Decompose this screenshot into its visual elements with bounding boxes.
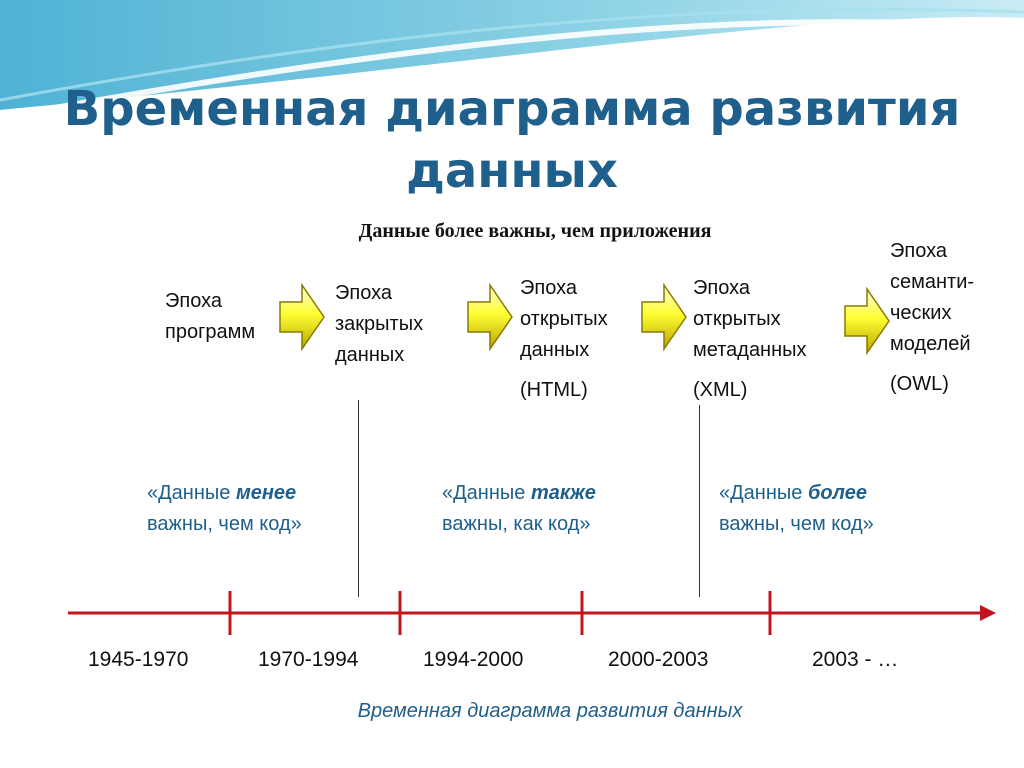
- quote-emphasis: также: [530, 482, 596, 504]
- quote-line-2: важны, чем код»: [719, 513, 874, 535]
- epoch-line: ческих: [890, 302, 952, 324]
- quote-line-1: [147, 478, 302, 509]
- epoch-semantic-models: [890, 236, 974, 400]
- epoch-technology: (OWL): [890, 373, 949, 395]
- page-title: Временная диаграмма развития данных: [63, 81, 961, 199]
- epoch-line: закрытых: [335, 313, 424, 335]
- subtitle: Данные более важны, чем приложения: [358, 220, 712, 242]
- epoch-line: Эпоха: [520, 277, 578, 299]
- epoch-technology: (HTML): [520, 379, 588, 401]
- era-divider-line: [699, 405, 700, 597]
- quote-prefix: «Данные: [719, 482, 808, 504]
- quote-line-2: важны, чем код»: [147, 513, 302, 535]
- quote-line-1: [719, 478, 874, 509]
- quote-prefix: «Данные: [442, 482, 531, 504]
- epoch-line: программ: [165, 321, 256, 343]
- epoch-line: данных: [520, 339, 590, 361]
- quote-less-important: [147, 478, 302, 540]
- epoch-open-data: [520, 273, 608, 406]
- quote-line-2: важны, как код»: [442, 513, 591, 535]
- epoch-line: моделей: [890, 333, 971, 355]
- period-label: 2000-2003: [608, 648, 709, 671]
- quote-line-1: [442, 478, 596, 509]
- quote-emphasis: более: [807, 482, 867, 504]
- timeline-arrowhead-icon: [980, 605, 996, 621]
- epoch-line: открытых: [520, 308, 608, 330]
- epoch-line: Эпоха: [890, 240, 948, 262]
- diagram-caption: Временная диаграмма развития данных: [357, 700, 743, 722]
- transition-arrow-icon: [466, 282, 514, 352]
- transition-arrow-icon: [278, 282, 326, 352]
- transition-arrow-icon: [640, 282, 688, 352]
- epoch-line: данных: [335, 344, 405, 366]
- timeline-axis: [0, 585, 1024, 645]
- period-label: 1994-2000: [423, 648, 524, 671]
- epoch-line: метаданных: [693, 339, 807, 361]
- transition-arrow-icon: [843, 286, 891, 356]
- epoch-closed-data: [335, 278, 423, 371]
- period-label: 2003 - …: [812, 648, 899, 671]
- quote-prefix: «Данные: [147, 482, 236, 504]
- quote-more-important: [719, 478, 874, 540]
- era-divider-line: [358, 400, 359, 597]
- quote-equally-important: [442, 478, 596, 540]
- epoch-line: семанти-: [890, 271, 975, 293]
- epoch-line: Эпоха: [335, 282, 393, 304]
- period-label: 1945-1970: [88, 648, 189, 671]
- period-label: 1970-1994: [258, 648, 359, 671]
- epoch-line: Эпоха: [165, 290, 223, 312]
- epoch-open-metadata: [693, 273, 807, 406]
- quote-emphasis: менее: [235, 482, 297, 504]
- epoch-technology: (XML): [693, 379, 748, 401]
- epoch-programs: [165, 286, 255, 348]
- epoch-line: Эпоха: [693, 277, 751, 299]
- epoch-line: открытых: [693, 308, 781, 330]
